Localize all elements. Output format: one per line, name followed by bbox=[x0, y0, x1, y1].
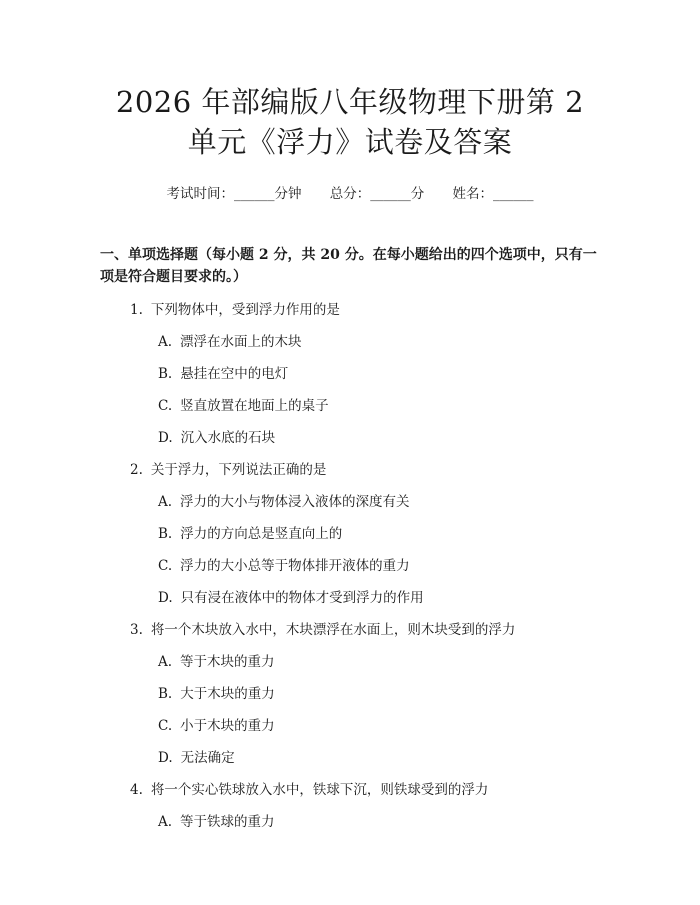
option-text: 漂浮在水面上的木块 bbox=[180, 334, 302, 350]
answer-option bbox=[158, 397, 600, 416]
option-text: 竖直放置在地面上的桌子 bbox=[180, 398, 329, 414]
option-text: 悬挂在空中的电灯 bbox=[180, 366, 289, 382]
answer-option bbox=[158, 365, 600, 384]
question-number: 2. bbox=[130, 462, 143, 478]
option-text: 浮力的大小总等于物体排开液体的重力 bbox=[180, 558, 410, 574]
question-item bbox=[130, 621, 600, 640]
option-label: A. bbox=[158, 814, 173, 830]
option-label: C. bbox=[158, 558, 173, 574]
answer-option bbox=[158, 813, 600, 832]
option-text: 大于木块的重力 bbox=[180, 686, 275, 702]
answer-option bbox=[158, 525, 600, 544]
total-score-field: 总分：______分 bbox=[329, 186, 425, 202]
answer-option bbox=[158, 685, 600, 704]
question-text: 将一个木块放入水中，木块漂浮在水面上，则木块受到的浮力 bbox=[150, 622, 516, 638]
option-text: 无法确定 bbox=[180, 750, 235, 766]
option-text: 浮力的方向总是竖直向上的 bbox=[180, 526, 343, 542]
answer-option bbox=[158, 493, 600, 512]
question-number: 1. bbox=[130, 302, 143, 318]
page-title: 2026 年部编版八年级物理下册第 2 单元《浮力》试卷及答案 bbox=[115, 85, 585, 159]
answer-option bbox=[158, 717, 600, 736]
answer-option bbox=[158, 653, 600, 672]
option-text: 等于铁球的重力 bbox=[180, 814, 275, 830]
option-label: A. bbox=[158, 654, 173, 670]
option-label: C. bbox=[158, 718, 173, 734]
answer-option bbox=[158, 429, 600, 448]
option-text: 只有浸在液体中的物体才受到浮力的作用 bbox=[180, 590, 424, 606]
option-label: D. bbox=[158, 590, 173, 606]
option-text: 等于木块的重力 bbox=[180, 654, 275, 670]
option-label: D. bbox=[158, 430, 173, 446]
option-label: B. bbox=[158, 366, 173, 382]
section-heading: 一、单项选择题（每小题 2 分，共 20 分。在每小题给出的四个选项中，只有一项是符合题目要求的。） bbox=[100, 247, 597, 285]
question-item bbox=[130, 301, 600, 320]
option-label: A. bbox=[158, 494, 173, 510]
option-label: D. bbox=[158, 750, 173, 766]
option-label: C. bbox=[158, 398, 173, 414]
question-number: 3. bbox=[130, 622, 143, 638]
question-text: 关于浮力，下列说法正确的是 bbox=[150, 462, 327, 478]
exam-time-field: 考试时间：______分钟 bbox=[166, 186, 302, 202]
student-name-field: 姓名：______ bbox=[452, 186, 534, 202]
option-label: B. bbox=[158, 526, 173, 542]
exam-meta bbox=[100, 184, 600, 204]
question-number: 4. bbox=[130, 782, 143, 798]
option-text: 浮力的大小与物体浸入液体的深度有关 bbox=[180, 494, 410, 510]
option-label: A. bbox=[158, 334, 173, 350]
question-text: 将一个实心铁球放入水中，铁球下沉，则铁球受到的浮力 bbox=[150, 782, 489, 798]
question-list bbox=[100, 301, 600, 832]
answer-option bbox=[158, 749, 600, 768]
option-text: 小于木块的重力 bbox=[180, 718, 275, 734]
question-item bbox=[130, 781, 600, 800]
option-label: B. bbox=[158, 686, 173, 702]
question-text: 下列物体中，受到浮力作用的是 bbox=[150, 302, 340, 318]
option-text: 沉入水底的石块 bbox=[180, 430, 276, 446]
answer-option bbox=[158, 333, 600, 352]
answer-option bbox=[158, 557, 600, 576]
answer-option bbox=[158, 589, 600, 608]
question-item bbox=[130, 461, 600, 480]
